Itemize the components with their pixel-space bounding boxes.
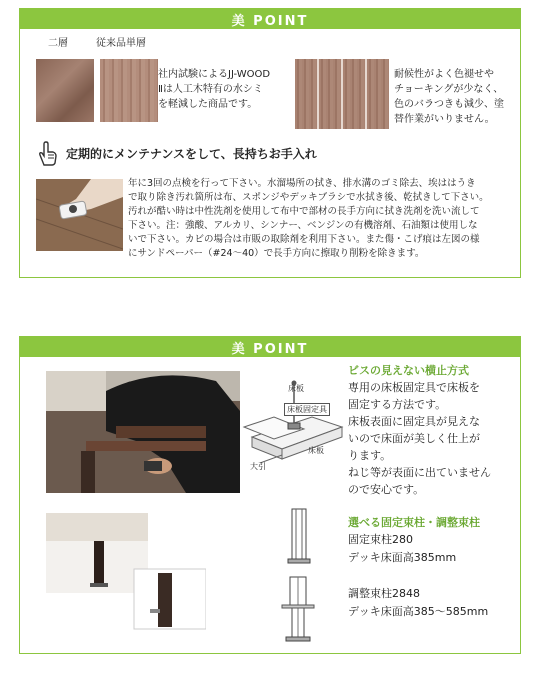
deck-planks-image	[295, 59, 389, 129]
sanding-photo	[36, 179, 123, 251]
concealed-screw-title: ビスの見えない横止方式	[348, 364, 469, 377]
point-panel-2	[19, 336, 521, 654]
point-panel-1	[19, 8, 521, 278]
installation-photo	[46, 371, 240, 493]
posts-title: 選べる固定束柱・調整束柱	[348, 516, 480, 529]
point-header-2: 美 POINT	[20, 337, 520, 357]
maintenance-text: 年に3回の点検を行って下さい。水溜場所の拭き、排水溝のゴミ除去、埃ははうき で取り除き汚れ箇所は布、スポンジやデッキブラシで水拭き後、乾拭きして下さい。 汚れが酷い時は中性洗剤を使用して布中で部材の長手方向に拭き洗剤を洗い流して 下さい。注：強酸、アルカリ、シンナー、ベンジンの有機溶剤、石油類は使用しな いで下さい。カビの場合は市販の取除剤を利用下さい。また傷・こげ痕は左図の様 にサンドペーパー（#24〜40）で長手方向に擦取り削粉を除きます。	[128, 178, 489, 259]
label-two-layer: 二層	[48, 38, 68, 49]
label-floorboard-top: 床板	[288, 384, 304, 393]
label-floorboard-fixture: 床板固定具	[284, 403, 330, 416]
wood-sample-conventional	[100, 59, 158, 122]
label-floorboard-right: 床板	[308, 446, 324, 455]
adjustable-post-spec: 調整束柱2848 デッキ床面高385〜585mm	[348, 587, 489, 618]
desc-water-stain: 社内試験によるJJ-WOOD Ⅱは人工木特有の水シミ を軽減した商品です。	[158, 69, 271, 110]
label-obiki: 大引	[250, 462, 266, 471]
wood-sample-two-layer	[36, 59, 94, 122]
fixed-post-diagram	[284, 507, 314, 565]
posts-block	[348, 515, 518, 621]
concealed-screw-block	[348, 363, 518, 498]
fixed-post-spec: 固定束柱280 デッキ床面高385mm	[348, 533, 457, 564]
maintenance-heading: 定期的にメンテナンスをして、長持ちお手入れ	[66, 147, 317, 161]
label-conventional: 従来品単層	[96, 38, 146, 49]
point-header-1: 美 POINT	[20, 9, 520, 29]
pointing-hand-icon	[36, 141, 58, 167]
concealed-screw-desc: 専用の床板固定具で床板を 固定する方法です。 床板表面に固定具が見えな いので床面が美しく仕上が ります。 ねじ等が表面に出ていません ので安心です。	[348, 381, 491, 496]
adjustable-post-diagram	[276, 575, 320, 645]
post-photo	[46, 513, 206, 633]
desc-weather-resistance: 耐候性がよく色褪せや チョーキングが少なく、 色のバラつきも減少、塗 替作業がいりません。	[394, 69, 504, 125]
